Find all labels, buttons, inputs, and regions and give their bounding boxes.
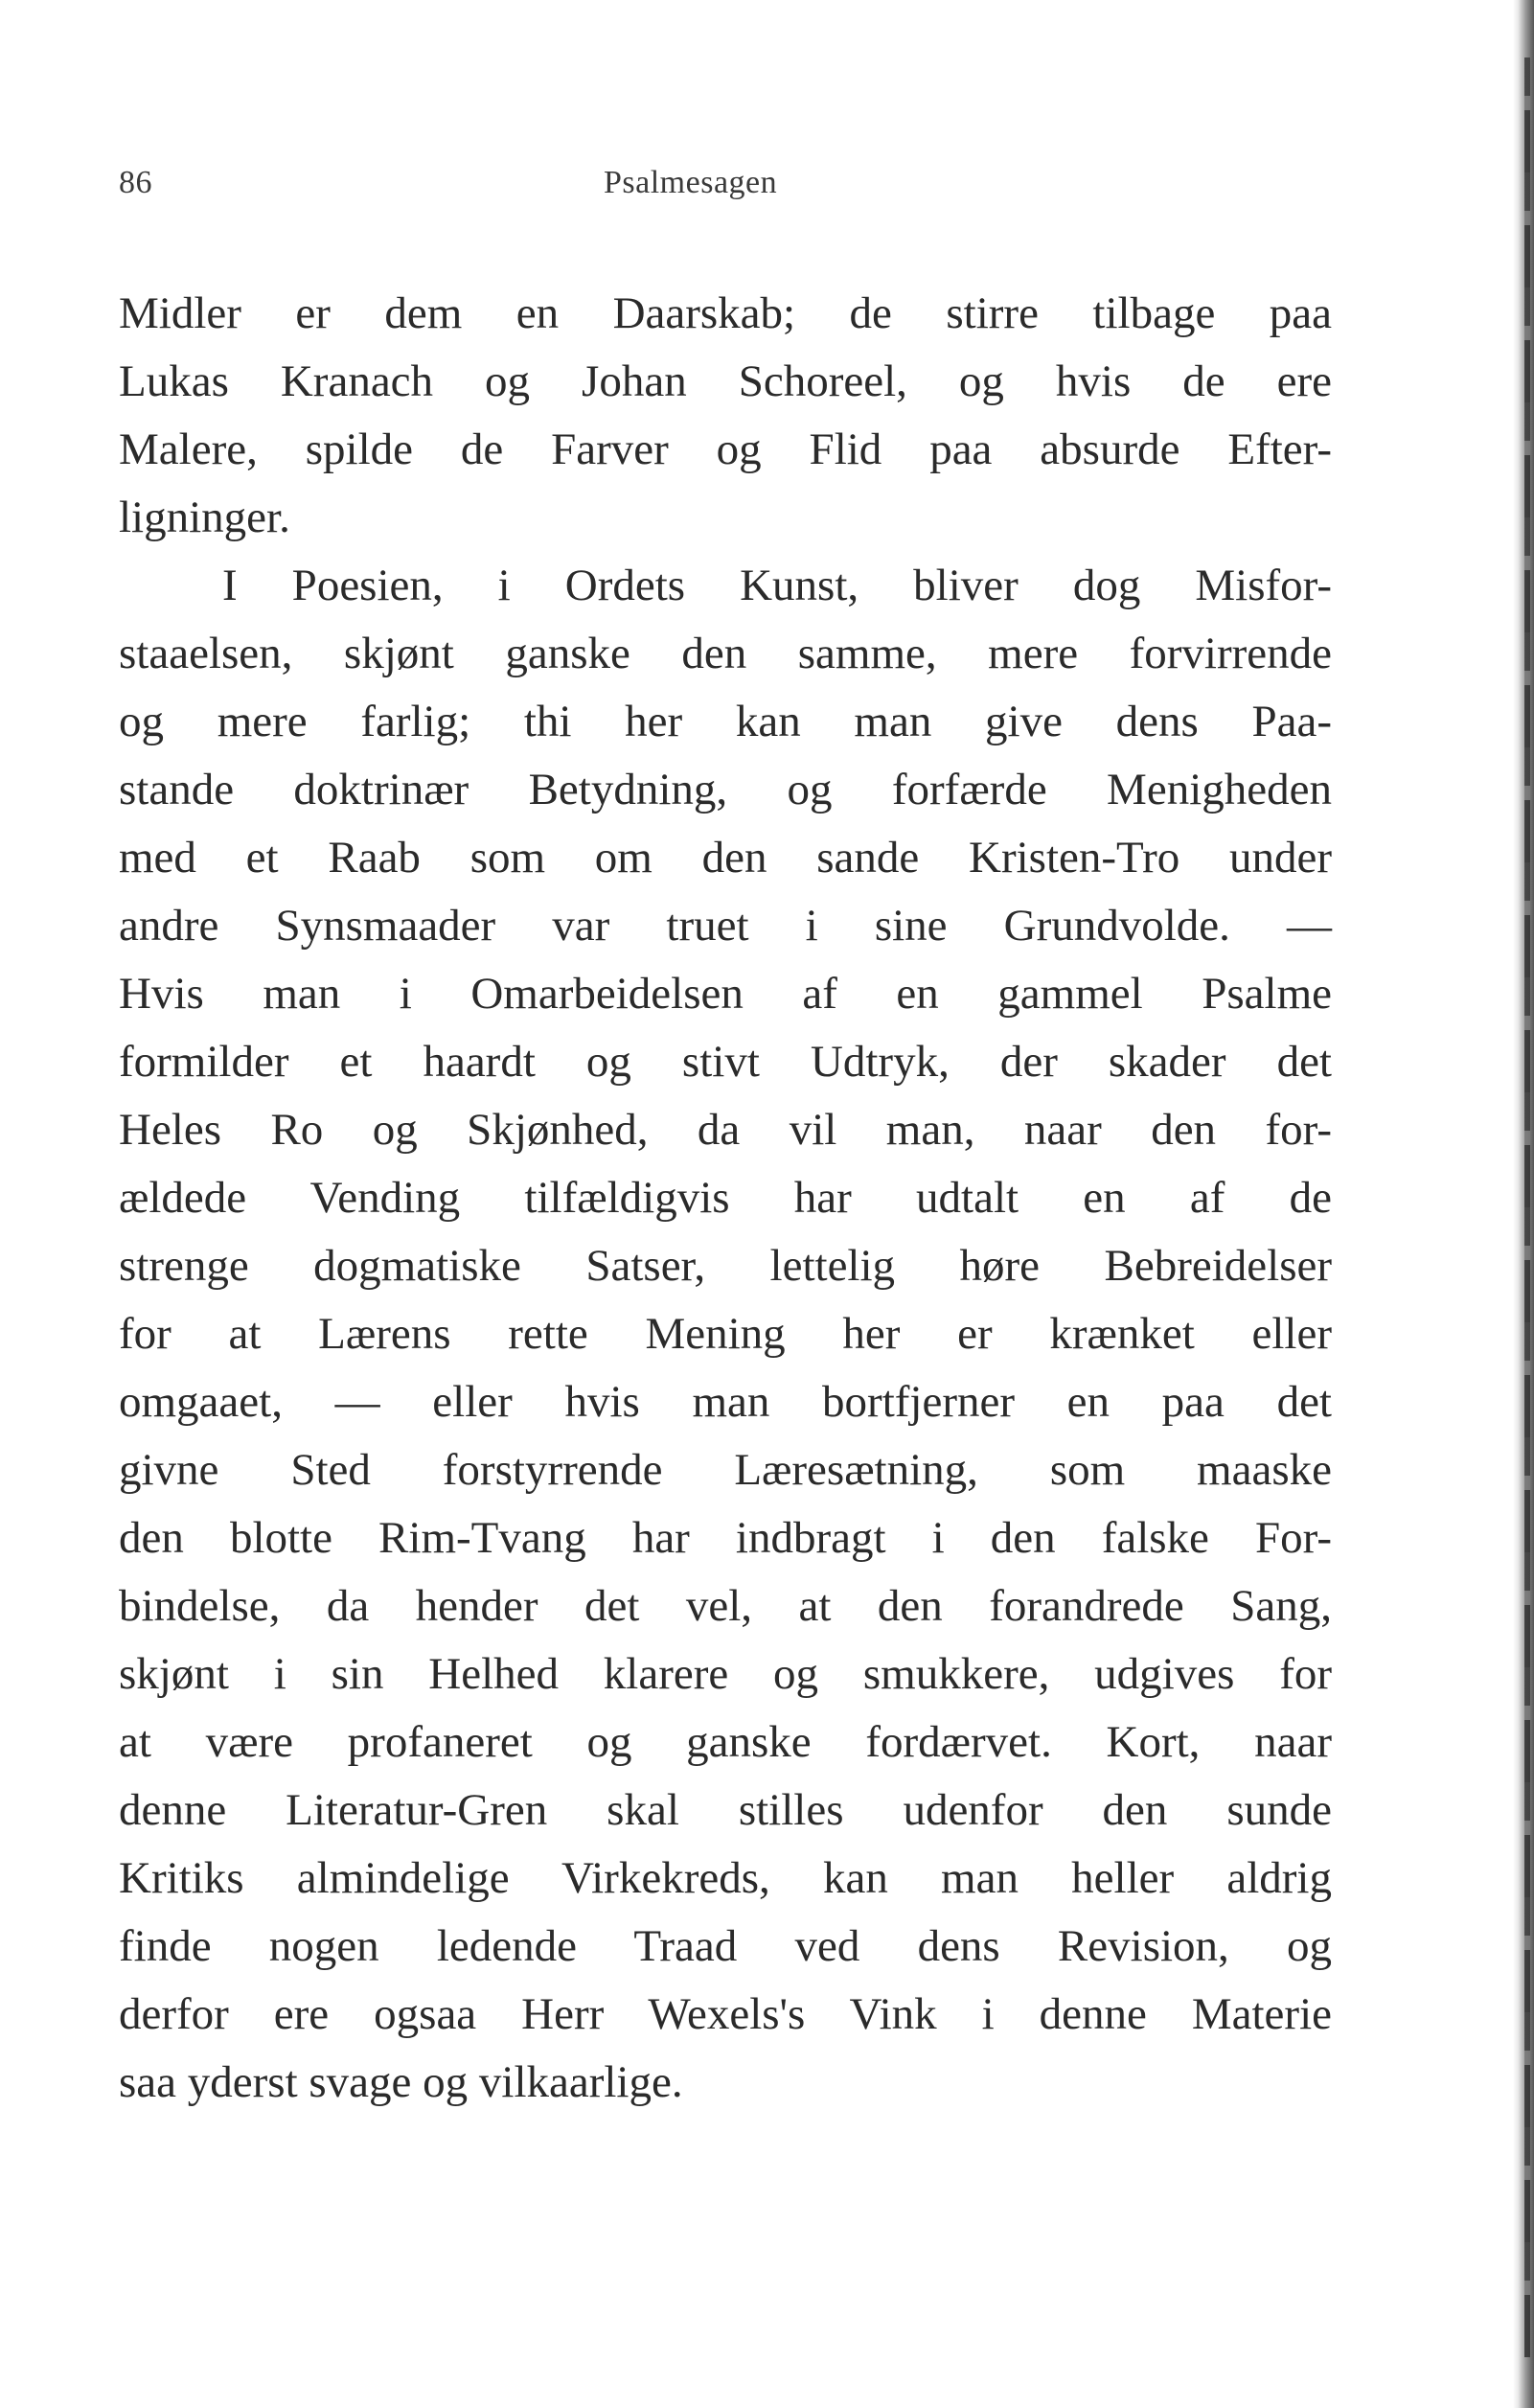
text-line: Heles Ro og Skjønhed, da vil man, naar den for-	[119, 1105, 1332, 1155]
text-line: Kritiks almindelige Virkekreds, kan man heller aldrig	[119, 1853, 1332, 1903]
text-line: ældede Vending tilfældigvis har udtalt en af de	[119, 1173, 1332, 1223]
running-title: Psalmesagen	[604, 165, 778, 200]
page-number: 86	[119, 165, 152, 200]
page-edge-shadow	[1524, 57, 1530, 2357]
text-line: omgaaet, — eller hvis man bortfjerner en paa det	[119, 1377, 1332, 1427]
body-text	[119, 280, 1332, 2117]
text-line: givne Sted forstyrrende Læresætning, som maaske	[119, 1445, 1332, 1495]
text-line: med et Raab som om den sande Kristen-Tro under	[119, 833, 1332, 883]
text-line: og mere farlig; thi her kan man give dens Paa-	[119, 697, 1332, 746]
text-line: strenge dogmatiske Satser, lettelig høre Bebreidelser	[119, 1241, 1332, 1291]
text-line: formilder et haardt og stivt Udtryk, der skader det	[119, 1037, 1332, 1087]
text-line: for at Lærens rette Mening her er krænket eller	[119, 1309, 1332, 1359]
text-line: andre Synsmaader var truet i sine Grundvolde. —	[119, 901, 1332, 951]
text-line: denne Literatur-Gren skal stilles udenfor den sunde	[119, 1785, 1332, 1835]
text-line: derfor ere ogsaa Herr Wexels's Vink i denne Materie	[119, 1989, 1332, 2039]
text-line: bindelse, da hender det vel, at den forandrede Sang,	[119, 1581, 1332, 1631]
running-head	[119, 165, 1332, 203]
text-line: saa yderst svage og vilkaarlige.	[119, 2057, 683, 2107]
page-edge	[1513, 0, 1534, 2408]
text-line: finde nogen ledende Traad ved dens Revision, og	[119, 1921, 1332, 1971]
text-line: at være profaneret og ganske fordærvet. Kort, naar	[119, 1717, 1332, 1767]
text-line: Hvis man i Omarbeidelsen af en gammel Psalme	[119, 969, 1332, 1019]
text-line: staaelsen, skjønt ganske den samme, mere forvirrende	[119, 629, 1332, 678]
text-line: Malere, spilde de Farver og Flid paa absurde Efter-	[119, 424, 1332, 474]
text-line: Lukas Kranach og Johan Schoreel, og hvis de ere	[119, 356, 1332, 406]
text-line: den blotte Rim-Tvang har indbragt i den falske For-	[119, 1513, 1332, 1563]
text-line: Midler er dem en Daarskab; de stirre tilbage paa	[119, 288, 1332, 338]
text-line: skjønt i sin Helhed klarere og smukkere, udgives for	[119, 1649, 1332, 1699]
text-line: ligninger.	[119, 493, 290, 542]
text-line: I Poesien, i Ordets Kunst, bliver dog Misfor-	[222, 561, 1332, 610]
text-line: stande doktrinær Betydning, og forfærde Menigheden	[119, 765, 1332, 814]
